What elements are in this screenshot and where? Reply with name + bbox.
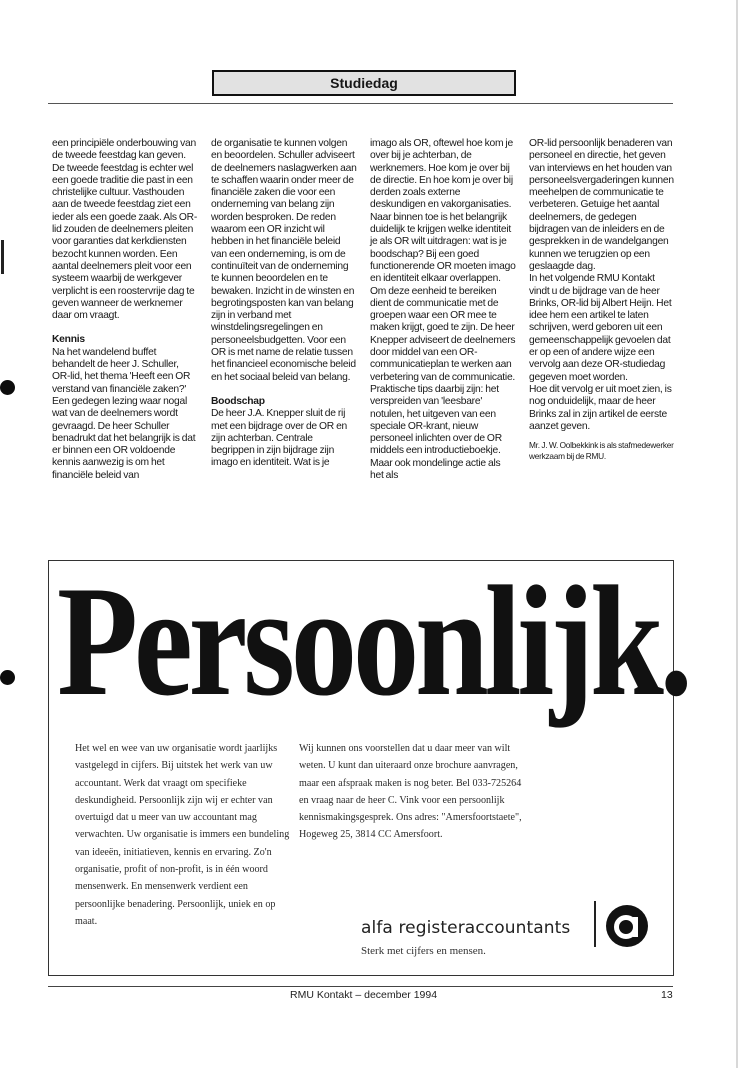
section-header: Studiedag [212,70,516,96]
ad-body-column-2 [299,740,531,844]
ad-headline: Persoonlijk. [57,554,689,729]
article-column-1 [52,138,198,482]
top-rule [48,103,673,104]
ad-paragraph: Het wel en wee van uw organisatie wordt jaarlijks vastgelegd in cijfers. Bij uitstek het werk van uw accountant. Werk dat vraagt om specifieke deskundigheid. Persoonlijk zijn wij er echter van overtuigd dat u meer van uw accountant mag verwachten. Uw organisatie is immers een bundeling van ideeën, initiatieven, kennis en ervaring. Zo'n organisatie, profit of non-profit, is in één woord mensenwerk. En mensenwerk verdient een persoonlijke benadering. Persoonlijk, uniek en op maat. [75,743,290,927]
paragraph: OR-lid persoonlijk benaderen van personeel en directie, het geven van interviews en het houden van personeelsvergaderingen kunnen meehelpen de communicatie te verbeteren. Getuige het aantal deelnemers, de gedegen bijdragen van de inleiders en de gesprekken in de wandelgangen kunnen we terugzien op een geslaagde dag. [529,138,674,272]
paragraph: de organisatie te kunnen volgen en beoordelen. Schuller adviseert de deelnemers naslagwerken aan te schaffen waarin onder meer de financiële zaken die voor een onderneming van belang zijn worden besproken. De reden waarom een OR inzicht wil hebben in het financiële beleid van een onderneming, is om de continuïteit van de onderneming te kunnen beoordelen en te bewaken. Inzicht in de winsten en begrotingsposten kan van belang zijn in verband met winstdelingsregelingen en personeelsbudgetten. Voor een OR is met name de relatie tussen het financieel economische beleid en het sociaal beleid van belang. [211,138,357,383]
author-credit: Mr. J. W. Oolbekkink is als stafmedewerker werkzaam bij de RMU. [529,440,674,461]
paragraph: De heer J.A. Knepper sluit de rij met een bijdrage over de OR en zijn achterban. Centrale begrippen in zijn bijdrage zijn imago en identiteit. Wat is je [211,408,348,469]
punch-hole [0,670,15,685]
brand-tagline: Sterk met cijfers en mensen. [361,945,486,957]
subheading-boodschap: Boodschap [211,395,265,407]
page-number: 13 [661,989,673,1001]
advertisement [48,554,689,976]
article-body [52,138,672,558]
article-column-2 [211,138,357,470]
ad-body-column-1 [75,740,297,930]
paragraph: imago als OR, oftewel hoe kom je over bij je achterban, de werknemers. Hoe kom je over bij de directie. En hoe kom je over bij derden zoals externe deskundigen en vakorganisaties. Naar binnen toe is het belangrijk duidelijk te krijgen welke identiteit je als OR wilt uitdragen: wat is je boodschap? Bij een goed functionerende OR moeten imago en identiteit elkaar overlappen. Om deze eenheid te bereiken dient de communicatie met de groepen waar een OR mee te maken krijgt, goed te zijn. De heer Knepper adviseert de deelnemers door middel van een OR-communicatieplan te werken aan verbetering van de communicatie. Praktische tips daarbij zijn: het verspreiden van 'leesbare' notulen, het uitgeven van een speciale OR-krant, nieuw personeel inlichten over de OR middels een introductieboekje. Maar ook mondelinge actie als het als [370,138,516,482]
punch-hole [0,380,15,395]
brand-name: alfa registeraccountants [361,918,571,938]
margin-mark [1,240,4,274]
paragraph: In het volgende RMU Kontakt vindt u de bijdrage van de heer Brinks, OR-lid bij Albert Heijn. Het idee hem een artikel te laten schrijven, werd geboren uit een gemeenschappelijk gevoelen dat er op een of andere wijze een vervolg aan deze OR-studiedag gegeven moet worden. [529,273,672,383]
brand-divider [594,901,596,947]
alfa-a-logo-icon [605,904,649,948]
footer-publication: RMU Kontakt – december 1994 [290,989,438,1001]
paragraph: een principiële onderbouwing van de tweede feestdag kan geven. De tweede feestdag is echter wel een goede traditie die past in een christelijke cultuur. Vasthouden aan de tweede feestdag ziet een ieder als een goede zaak. Als OR-lid zouden de deelnemers pleiten voor garanties dat kerkdiensten bezocht kunnen worden. Een aantal deelnemers pleit voor een systeem waarbij de werkgever verplicht is een roostervrije dag te geven wanneer de werknemer daar om vraagt. [52,138,198,322]
ad-paragraph: Wij kunnen ons voorstellen dat u daar meer van wilt weten. U kunt dan uiteraard onze brochure aanvragen, maar een afspraak maken is nog beter. Bel 033-725264 en vraag naar de heer C. Vink voor een persoonlijk kennismakingsgesprek. Ons adres: "Amersfoortstaete", Hogeweg 25, 3814 CC Amersfoort. [299,743,522,841]
subheading-kennis: Kennis [52,334,85,346]
article-column-4 [529,138,675,461]
paragraph: Hoe dit vervolg er uit moet zien, is nog onduidelijk, maar de heer Brinks zal in zijn artikel de eerste aanzet geven. [529,383,672,432]
bottom-rule [48,986,673,987]
paragraph: Na het wandelend buffet behandelt de heer J. Schuller, OR-lid, het thema 'Heeft een OR verstand van financiële zaken?' Een gedegen lezing waar nogal wat van de deelnemers wordt gevraagd. De heer Schuller benadrukt dat het belangrijk is dat er binnen een OR voldoende kennis aanwezig is om het financiële beleid van [52,346,196,481]
article-column-3 [370,138,516,482]
